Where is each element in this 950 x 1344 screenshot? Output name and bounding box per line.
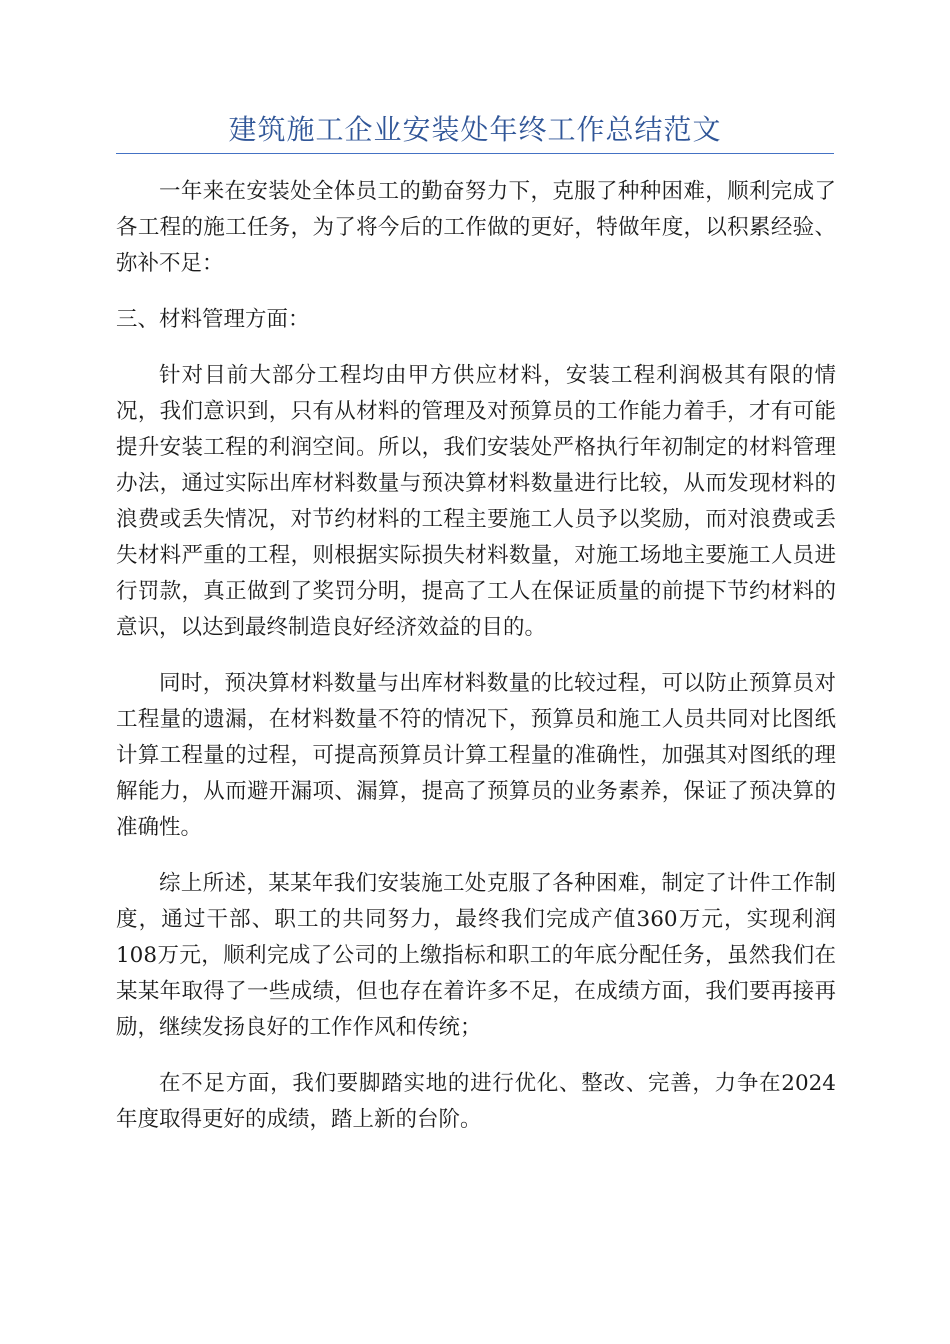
document-body	[116, 174, 836, 1158]
document-title: 建筑施工企业安装处年终工作总结范文	[228, 113, 722, 146]
paragraph-materials-management: 针对目前大部分工程均由甲方供应材料，安装工程利润极其有限的情况，我们意识到，只有从材料的管理及对预算员的工作能力着手，才有可能提升安装工程的利润空间。所以，我们安装处严格执行年初制定的材料管理办法，通过实际出库材料数量与预决算材料数量进行比较，从而发现材料的浪费或丢失情况，对节约材料的工程主要施工人员予以奖励，而对浪费或丢失材料严重的工程，则根据实际损失材料数量，对施工场地主要施工人员进行罚款，真正做到了奖罚分明，提高了工人在保证质量的前提下节约材料的意识，以达到最终制造良好经济效益的目的。	[116, 363, 836, 640]
paragraph-budget-comparison: 同时，预决算材料数量与出库材料数量的比较过程，可以防止预算员对工程量的遗漏，在材料数量不符的情况下，预算员和施工人员共同对比图纸计算工程量的过程，可提高预算员计算工程量的准确性，加强其对图纸的理解能力，从而避开漏项、漏算，提高了预算员的业务素养，保证了预决算的准确性。	[116, 671, 836, 840]
paragraph-intro: 一年来在安装处全体员工的勤奋努力下，克服了种种困难，顺利完成了各工程的施工任务，为了将今后的工作做的更好，特做年度，以积累经验、弥补不足：	[116, 179, 836, 276]
section-heading-materials: 三、材料管理方面：	[116, 307, 310, 332]
paragraph-summary: 综上所述，某某年我们安装施工处克服了各种困难，制定了计件工作制度，通过干部、职工的共同努力，最终我们完成产值360万元，实现利润108万元，顺利完成了公司的上缴指标和职工的年底分配任务，虽然我们在某某年取得了一些成绩，但也存在着许多不足，在成绩方面，我们要再接再励，继续发扬良好的工作作风和传统；	[116, 871, 836, 1040]
paragraph-improvements: 在不足方面，我们要脚踏实地的进行优化、整改、完善，力争在2024年度取得更好的成绩，踏上新的台阶。	[116, 1071, 836, 1132]
title-underline	[116, 153, 834, 154]
